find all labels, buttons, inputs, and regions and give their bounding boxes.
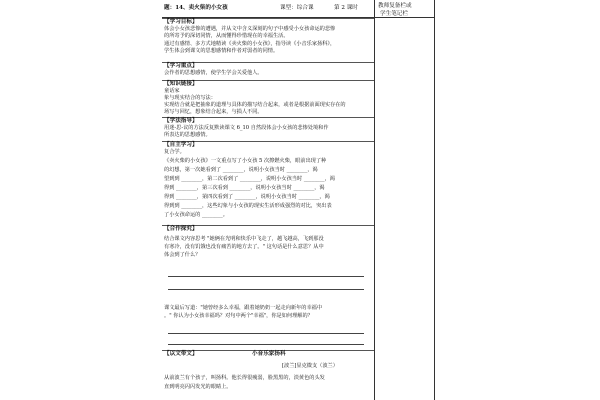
goal-line: 通过有感情、多方式地精读《卖火柴的小女孩》，指导读《小音乐家扬科》， xyxy=(164,41,336,47)
extra-line: 直到明亮闪闪发光的眼睛上。 xyxy=(164,384,232,390)
coop-line: 结合课文内容思考 "她俩在光明和快乐中飞走了，越飞越高，飞到那没 xyxy=(164,236,324,242)
self-line: 的幻想，第一次她看到了 ________，说明小女孩当时 ________，渴 xyxy=(164,167,318,173)
answer-line[interactable] xyxy=(168,276,364,277)
self-line: 得到到 ________，这些幻象与小女孩的现实生活形成强烈的对比，突出表 xyxy=(164,203,332,209)
lesson-header xyxy=(162,0,374,18)
coop2-line: 。" 你认为小女孩幸福吗？对句中两个"幸福"，你是如何理解的？ xyxy=(164,313,313,319)
section-guide: 【学法指导】 xyxy=(162,117,374,126)
extra-author: [波兰]显克微支（波兰） xyxy=(282,363,338,369)
notes-column xyxy=(374,0,435,400)
lesson-period: 第 2 课时 xyxy=(334,5,358,11)
self-line: 复合学。 xyxy=(164,149,185,155)
self-line: 《卖火柴的小女孩》一文重点写了小女孩 5 次擦燃火柴，眼前出现了种 xyxy=(164,158,327,164)
coop-line: 有寒冷，没有饥饿也没有痛苦的地方去了。" 这句话是什么意思？从中 xyxy=(164,244,324,250)
section-focus: 【学习重点】 xyxy=(162,62,374,71)
extra-title: 小音乐家扬科 xyxy=(252,351,286,357)
self-line: 得到 ________，第三次看到 ________，说明小女孩当时 ________，渴 xyxy=(164,185,325,191)
main-column xyxy=(162,0,374,400)
answer-line[interactable] xyxy=(168,344,364,345)
answer-line[interactable] xyxy=(168,289,364,290)
section-extra: 【以文带文】 小音乐家扬科 xyxy=(162,350,374,360)
section-coop: 【合作探究】 xyxy=(162,225,374,234)
self-line: 得到 ________，第四次看到了 ________，说明小女孩当时 ________，渴 xyxy=(164,194,330,200)
notes-title: 教师复备栏或 xyxy=(378,3,412,9)
section-goals: 【学习目标】 xyxy=(162,18,374,27)
goal-line: 体会小女孩悲惨的遭遇，并从文中含义深刻的句子中感受小女孩命运的悲惨 xyxy=(164,26,336,32)
coop2-line: 课文最后写道："她曾经多么幸福，跟着她奶奶一起走向新年的幸福中 xyxy=(164,305,323,311)
link-line: 象与现实结合的写法： xyxy=(164,95,216,101)
guide-line: 所表达的思想感情。 xyxy=(164,132,211,138)
focus-line: 会作者的思想感情，使学生学会关爱他人。 xyxy=(164,70,263,76)
link-line: 实现结合就是把抽象的道理与具体的描写结合起来，或者是根据前面现实存在的 xyxy=(164,102,346,108)
notes-subtitle: 学生笔记栏 xyxy=(380,11,408,17)
lesson-type: 课型：综合课 xyxy=(280,5,314,11)
extra-line: 从前波兰有个孩子，叫扬科。他长得很瘦弱，脸黑黑的，淡黄色的头发 xyxy=(164,375,325,381)
section-link: 【知识链接】 xyxy=(162,80,374,89)
goal-line: 的所寄予的深切同情，从而懂得珍惜现在的幸福生活。 xyxy=(164,33,289,39)
answer-line[interactable] xyxy=(168,333,364,334)
lesson-title: 题：14、卖火柴的小女孩 xyxy=(164,5,228,11)
goal-line: 学生体会到课文的思想感情和作者对弱者的同情。 xyxy=(164,48,279,54)
notes-header xyxy=(375,0,435,18)
coop-line: 体会到了什么？ xyxy=(164,252,201,258)
link-line: 场写与回忆，想象结合起来，与损人不同。 xyxy=(164,109,263,115)
worksheet-page xyxy=(162,0,434,400)
self-line: 望到到 ________，第二次看到了 ________，说明小女孩当时 ________，渴 xyxy=(164,176,335,182)
self-line: 了小女孩命运的 ________。 xyxy=(164,212,228,218)
link-line: 童话家 xyxy=(164,88,180,94)
section-self: 【自主学习】 xyxy=(162,141,374,150)
guide-line: 用迷-思-议的方法反复默读课文 6_10 自然段体会小女孩的悲惨处境和作 xyxy=(164,125,329,131)
